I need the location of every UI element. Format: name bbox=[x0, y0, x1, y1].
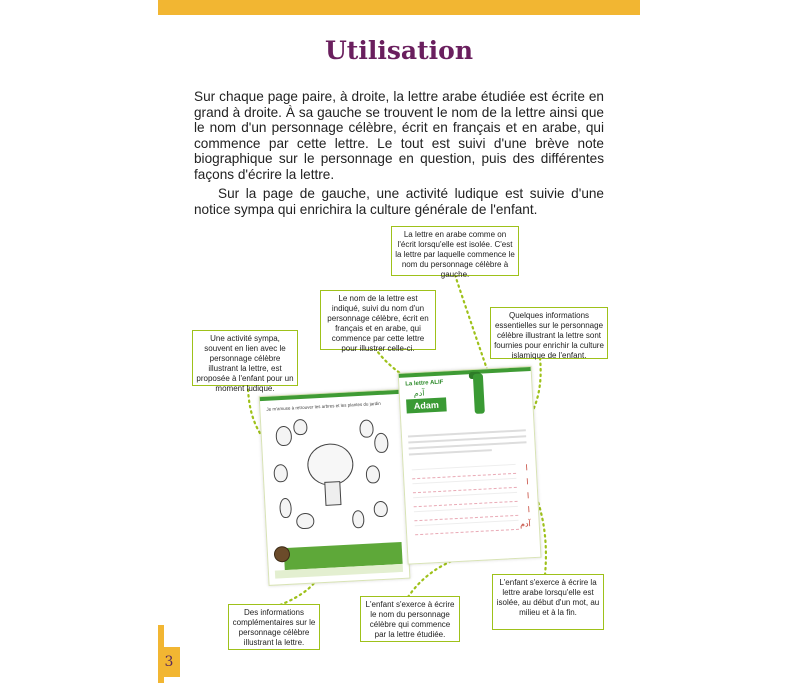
tree-illustration bbox=[374, 433, 389, 454]
callout-write-letter: L'enfant s'exerce à écrire la lettre arabe lorsqu'elle est isolée, au début d'un mot, au milieu et à la fin. bbox=[492, 574, 604, 630]
tree-illustration bbox=[275, 426, 292, 447]
page-number: 3 bbox=[158, 647, 180, 677]
writing-practice-row bbox=[415, 519, 531, 535]
practice-glyph: آدم bbox=[519, 519, 531, 529]
writing-practice-row bbox=[413, 491, 530, 507]
letter-title: La lettre ALIF bbox=[405, 379, 444, 388]
callout-letter-name: Le nom de la lettre est indiqué, suivi du nom d'un personnage célèbre, écrit en français et en arabe, qui commence par cette lettre pour illustrer celle-ci. bbox=[320, 290, 436, 350]
practice-glyph: ا bbox=[526, 477, 529, 487]
practice-glyph: ا bbox=[527, 505, 531, 515]
tree-illustration bbox=[365, 465, 380, 484]
callout-arabic-letter: La lettre en arabe comme on l'écrit lorsqu'elle est isolée. C'est la lettre par laquelle commence le nom du personnage célèbre à gauche. bbox=[391, 226, 519, 276]
top-accent-bar bbox=[158, 0, 640, 15]
biography-text-block bbox=[408, 429, 527, 459]
big-tree-illustration bbox=[306, 442, 354, 486]
book-left-green-line bbox=[260, 390, 400, 401]
writing-practice-row bbox=[412, 463, 529, 479]
character-arabic-name: آدم bbox=[413, 388, 425, 399]
book-left-page bbox=[259, 389, 411, 586]
callout-info: Quelques informations essentielles sur le personnage célèbre illustrant la lettre sont fournies pour enrichir la culture islamique de l'enfant. bbox=[490, 307, 608, 359]
tree-illustration bbox=[352, 510, 365, 529]
tree-illustration bbox=[279, 498, 292, 519]
book-right-page bbox=[398, 366, 542, 565]
practice-glyph: ا bbox=[526, 491, 530, 501]
intro-paragraph: Sur chaque page paire, à droite, la lettre arabe étudiée est écrite en grand à droite. À sa gauche se trouvent le nom de la lettre ainsi que le nom d'un personnage célèbre, écrit en français et en arabe, qui commence par cette lettre. Le tout est suivi d'une brève note biographique sur le personnage en question, puis des différentes façons d'écrire la lettre. bbox=[194, 89, 604, 182]
book-preview bbox=[258, 366, 540, 584]
alif-letter-large bbox=[473, 373, 485, 413]
second-paragraph: Sur la page de gauche, une activité ludique est suivie d'une notice sympa qui enrichira la culture générale de l'enfant. bbox=[194, 186, 604, 217]
callout-complementary: Des informations complémentaires sur le personnage célèbre illustrant la lettre. bbox=[228, 604, 320, 650]
tree-illustration bbox=[359, 419, 374, 438]
tree-illustration bbox=[293, 419, 308, 436]
writing-practice-row bbox=[412, 477, 529, 493]
tree-illustration bbox=[273, 464, 288, 483]
book-left-header: Je m'amuse à retrouver les arbres et les plantes du jardin bbox=[266, 400, 381, 412]
tree-illustration bbox=[296, 513, 315, 530]
callout-activity: Une activité sympa, souvent en lien avec le personnage célèbre illustrant la lettre, est proposée à l'enfant pour un moment ludique. bbox=[192, 330, 298, 386]
page-title: Utilisation bbox=[324, 36, 473, 65]
character-latin-name: Adam bbox=[406, 397, 447, 413]
big-tree-trunk bbox=[324, 481, 341, 506]
callout-write-name: L'enfant s'exerce à écrire le nom du personnage célèbre qui commence par la lettre étudiée. bbox=[360, 596, 460, 642]
tree-illustration bbox=[373, 501, 388, 518]
practice-glyph: ا bbox=[525, 463, 529, 473]
writing-practice-row bbox=[414, 505, 531, 521]
